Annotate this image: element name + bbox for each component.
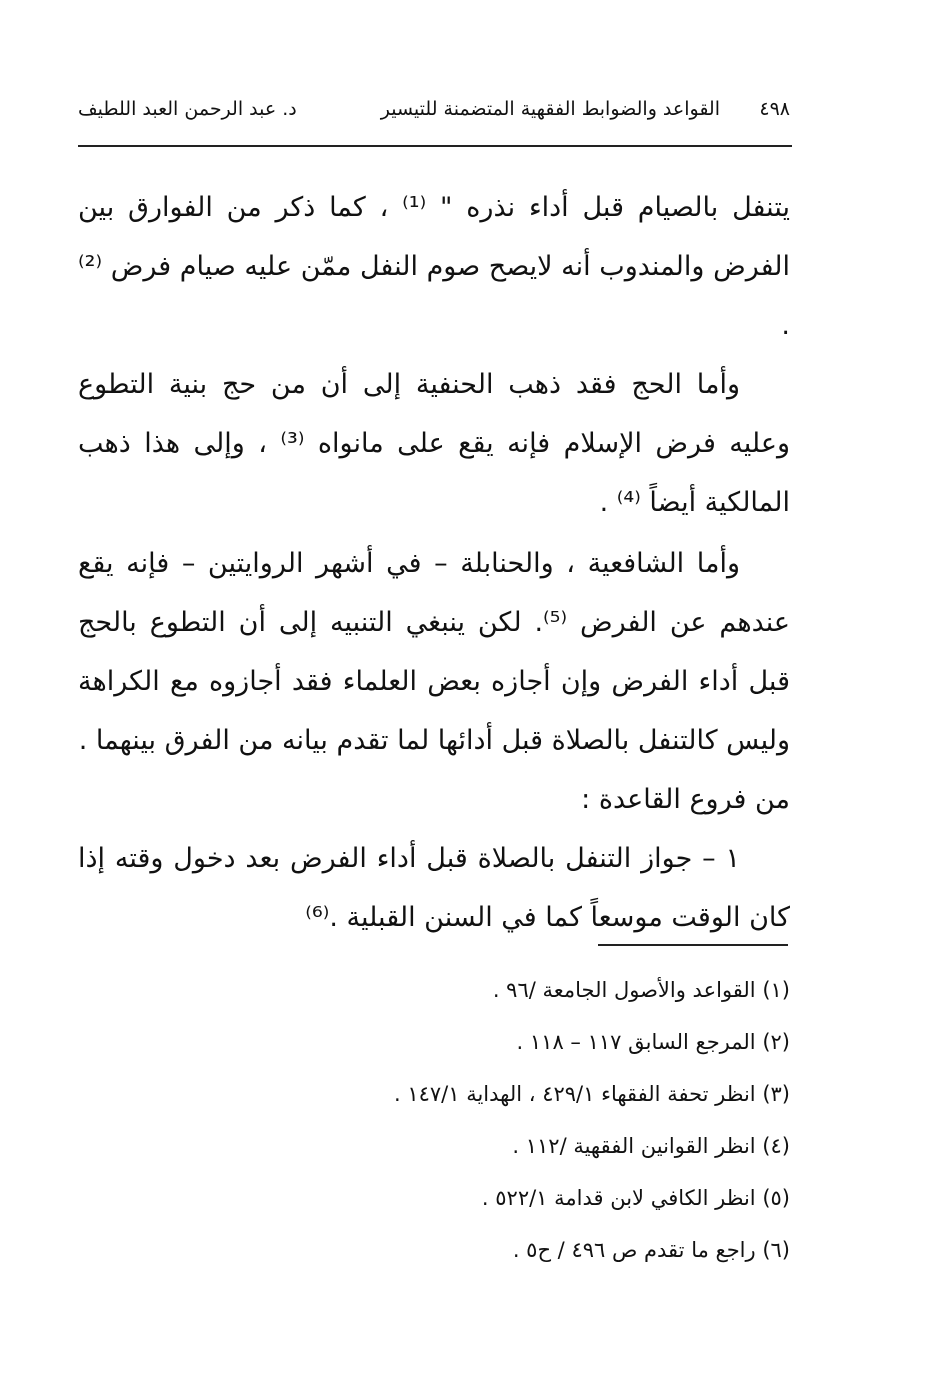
paragraph: يتنفل بالصيام قبل أداء نذره " ⁽¹⁾ ، كما ذكر من الفوارق بين الفرض والمندوب أنه لايصح صوم النفل ممّن عليه صيام فرض ⁽²⁾ .	[78, 192, 790, 341]
author-name: د. عبد الرحمن العبد اللطيف	[78, 98, 297, 120]
footnote: (١) القواعد والأصول الجامعة /٩٦ .	[492, 978, 790, 1002]
paragraph: وأما الشافعية ، والحنابلة – في أشهر الروايتين – فإنه يقع عندهم عن الفرض ⁽⁵⁾. لكن ينبغي التنبيه إلى أن التطوع بالحج قبل أداء الفرض وإن أجازه بعض العلماء فقد أجازوه مع الكراهة وليس كالتنفل بالصلاة قبل أدائها لما تقدم بيانه من الفرق بينهما .	[78, 548, 790, 756]
footnote: (٤) انظر القوانين الفقهية /١١٢ .	[512, 1134, 790, 1158]
footnote: (٣) انظر تحفة الفقهاء ٤٢٩/١ ، الهداية ١٤٧/١ .	[393, 1082, 790, 1106]
section-heading: من فروع القاعدة :	[581, 784, 790, 815]
page-number: ٤٩٨	[759, 98, 790, 120]
footnote: (٢) المرجع السابق ١١٧ – ١١٨ .	[516, 1030, 790, 1054]
book-title: القواعد والضوابط الفقهية المتضمنة للتيسير	[380, 98, 720, 120]
footnote-divider	[598, 944, 788, 946]
running-header	[78, 92, 790, 126]
footnotes	[78, 964, 790, 1276]
footnote: (٦) راجع ما تقدم ص ٤٩٦ / ح٥ .	[512, 1238, 790, 1262]
paragraph: وأما الحج فقد ذهب الحنفية إلى أن من حج بنية التطوع وعليه فرض الإسلام فإنه يقع على مانواه ⁽³⁾ ، وإلى هذا ذهب المالكية أيضاً ⁽⁴⁾ .	[78, 369, 790, 518]
main-text	[78, 178, 790, 947]
header-divider	[78, 145, 792, 147]
footnote: (٥) انظر الكافي لابن قدامة ٥٢٢/١ .	[481, 1186, 790, 1210]
list-item: ١ – جواز التنفل بالصلاة قبل أداء الفرض بعد دخول وقته إذا كان الوقت موسعاً كما في السنن القبلية .⁽⁶⁾	[78, 843, 790, 933]
